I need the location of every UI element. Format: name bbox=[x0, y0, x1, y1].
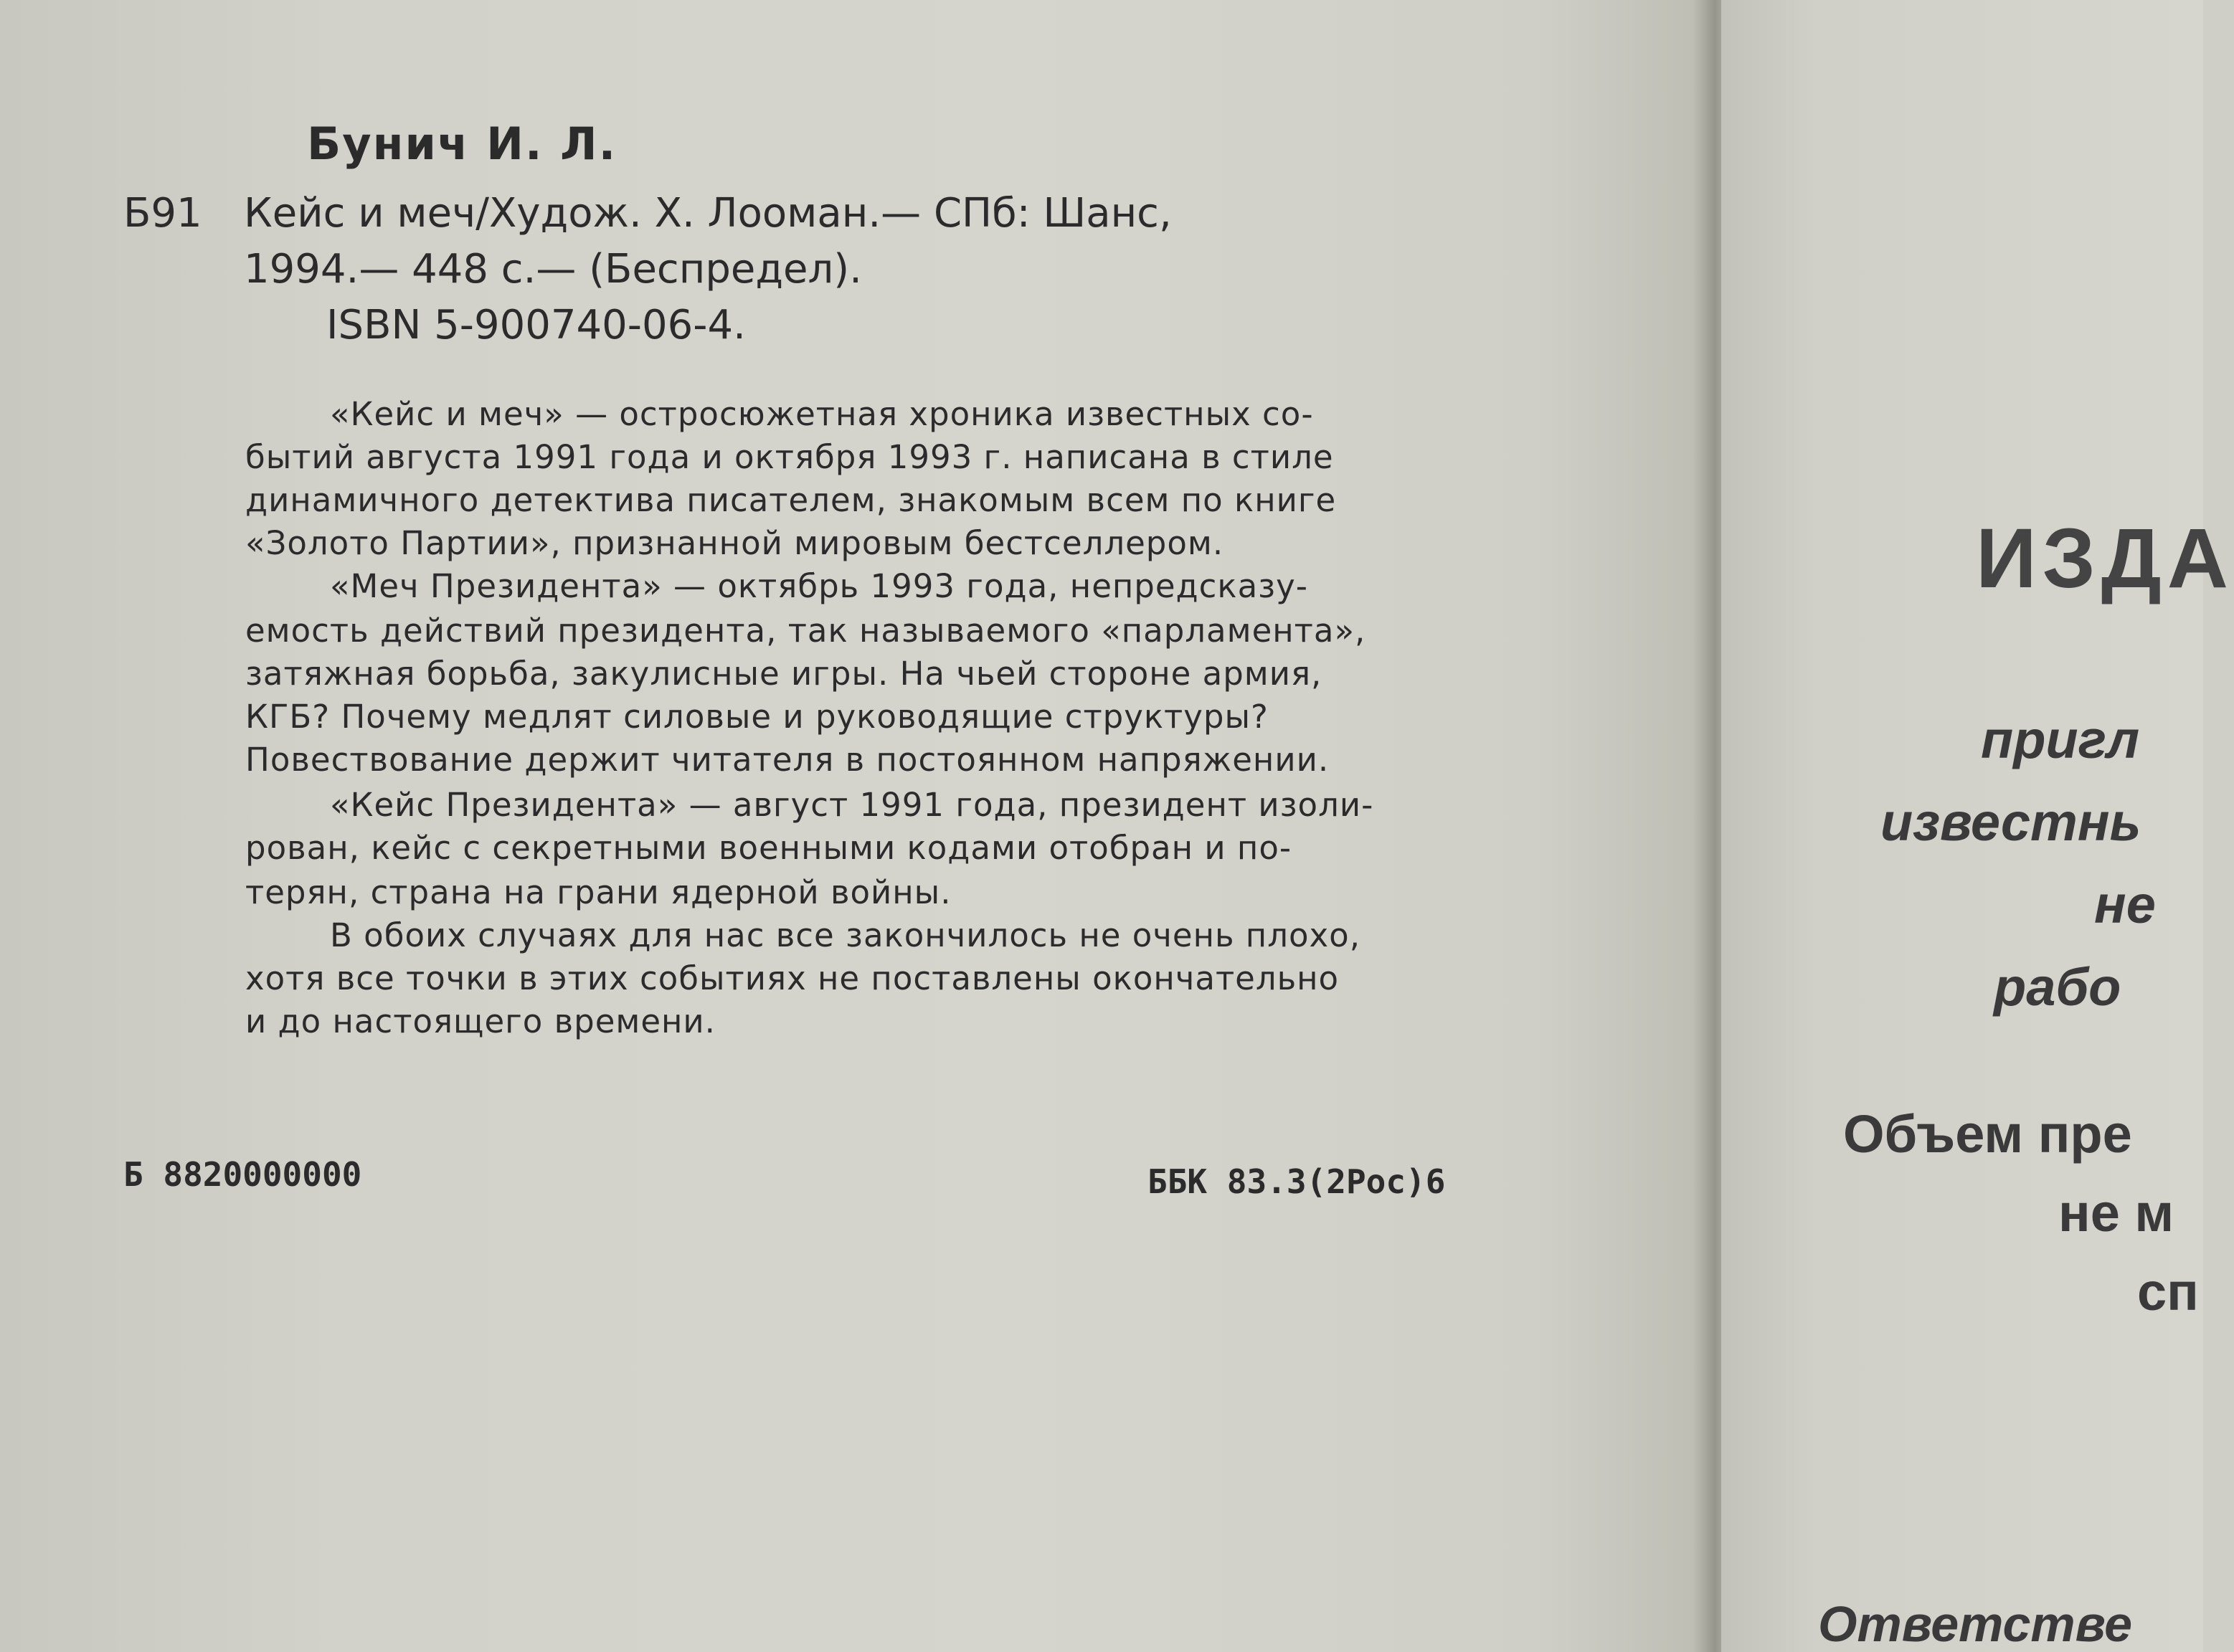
right-page-line: известнь bbox=[1880, 792, 2141, 852]
annotation-line: динамичного детектива писателем, знакомым всем по книге bbox=[245, 481, 1337, 519]
footer-bbk: ББК 83.3(2Рос)6 bbox=[1147, 1162, 1446, 1201]
annotation-line: и до настоящего времени. bbox=[245, 1002, 716, 1040]
annotation-line: «Кейс и меч» — остросюжетная хроника известных со- bbox=[330, 395, 1314, 433]
annotation-line: терян, страна на грани ядерной войны. bbox=[245, 873, 952, 911]
isbn-line: ISBN 5-900740-06-4. bbox=[326, 302, 746, 348]
right-page-heading: ИЗДА bbox=[1976, 511, 2234, 606]
right-page-line: не м bbox=[2058, 1183, 2174, 1243]
annotation-line: рован, кейс с секретными военными кодами отобран и по- bbox=[245, 829, 1292, 867]
annotation-line: хотя все точки в этих событиях не поставлены окончательно bbox=[245, 959, 1340, 997]
right-page-line: сп bbox=[2137, 1262, 2199, 1321]
annotation-line: затяжная борьба, закулисные игры. На чьей стороне армия, bbox=[245, 655, 1322, 693]
right-page-line: Объем пре bbox=[1843, 1104, 2132, 1164]
right-page-line: Ответстве bbox=[1818, 1596, 2133, 1652]
annotation-line: емость действий президента, так называемого «парламента», bbox=[245, 612, 1366, 650]
bibliographic-line-2: 1994.— 448 с.— (Беспредел). bbox=[244, 246, 862, 293]
right-page-line: рабо bbox=[1994, 957, 2121, 1017]
annotation-line: «Золото Партии», признанной мировым бестселлером. bbox=[245, 524, 1224, 562]
annotation-line: КГБ? Почему медлят силовые и руководящие структуры? bbox=[245, 698, 1269, 736]
author-name: Бунич И. Л. bbox=[307, 118, 617, 170]
bibliographic-line-1: Кейс и меч/Худож. Х. Лооман.— СПб: Шанс, bbox=[244, 190, 1172, 237]
footer-code-left: Б 8820000000 bbox=[123, 1155, 362, 1194]
right-page-line: пригл bbox=[1981, 710, 2140, 769]
annotation-line: «Кейс Президента» — август 1991 года, президент изоли- bbox=[330, 786, 1374, 824]
annotation-line: бытий августа 1991 года и октября 1993 г. написана в стиле bbox=[245, 438, 1334, 476]
annotation-line: Повествование держит читателя в постоянном напряжении. bbox=[245, 741, 1330, 779]
classification-code: Б91 bbox=[123, 190, 202, 237]
right-page-line: не bbox=[2094, 875, 2156, 934]
annotation-line: «Меч Президента» — октябрь 1993 года, непредсказу- bbox=[330, 567, 1308, 605]
annotation-line: В обоих случаях для нас все закончилось не очень плохо, bbox=[330, 916, 1360, 954]
right-book-page bbox=[1721, 0, 2234, 1652]
